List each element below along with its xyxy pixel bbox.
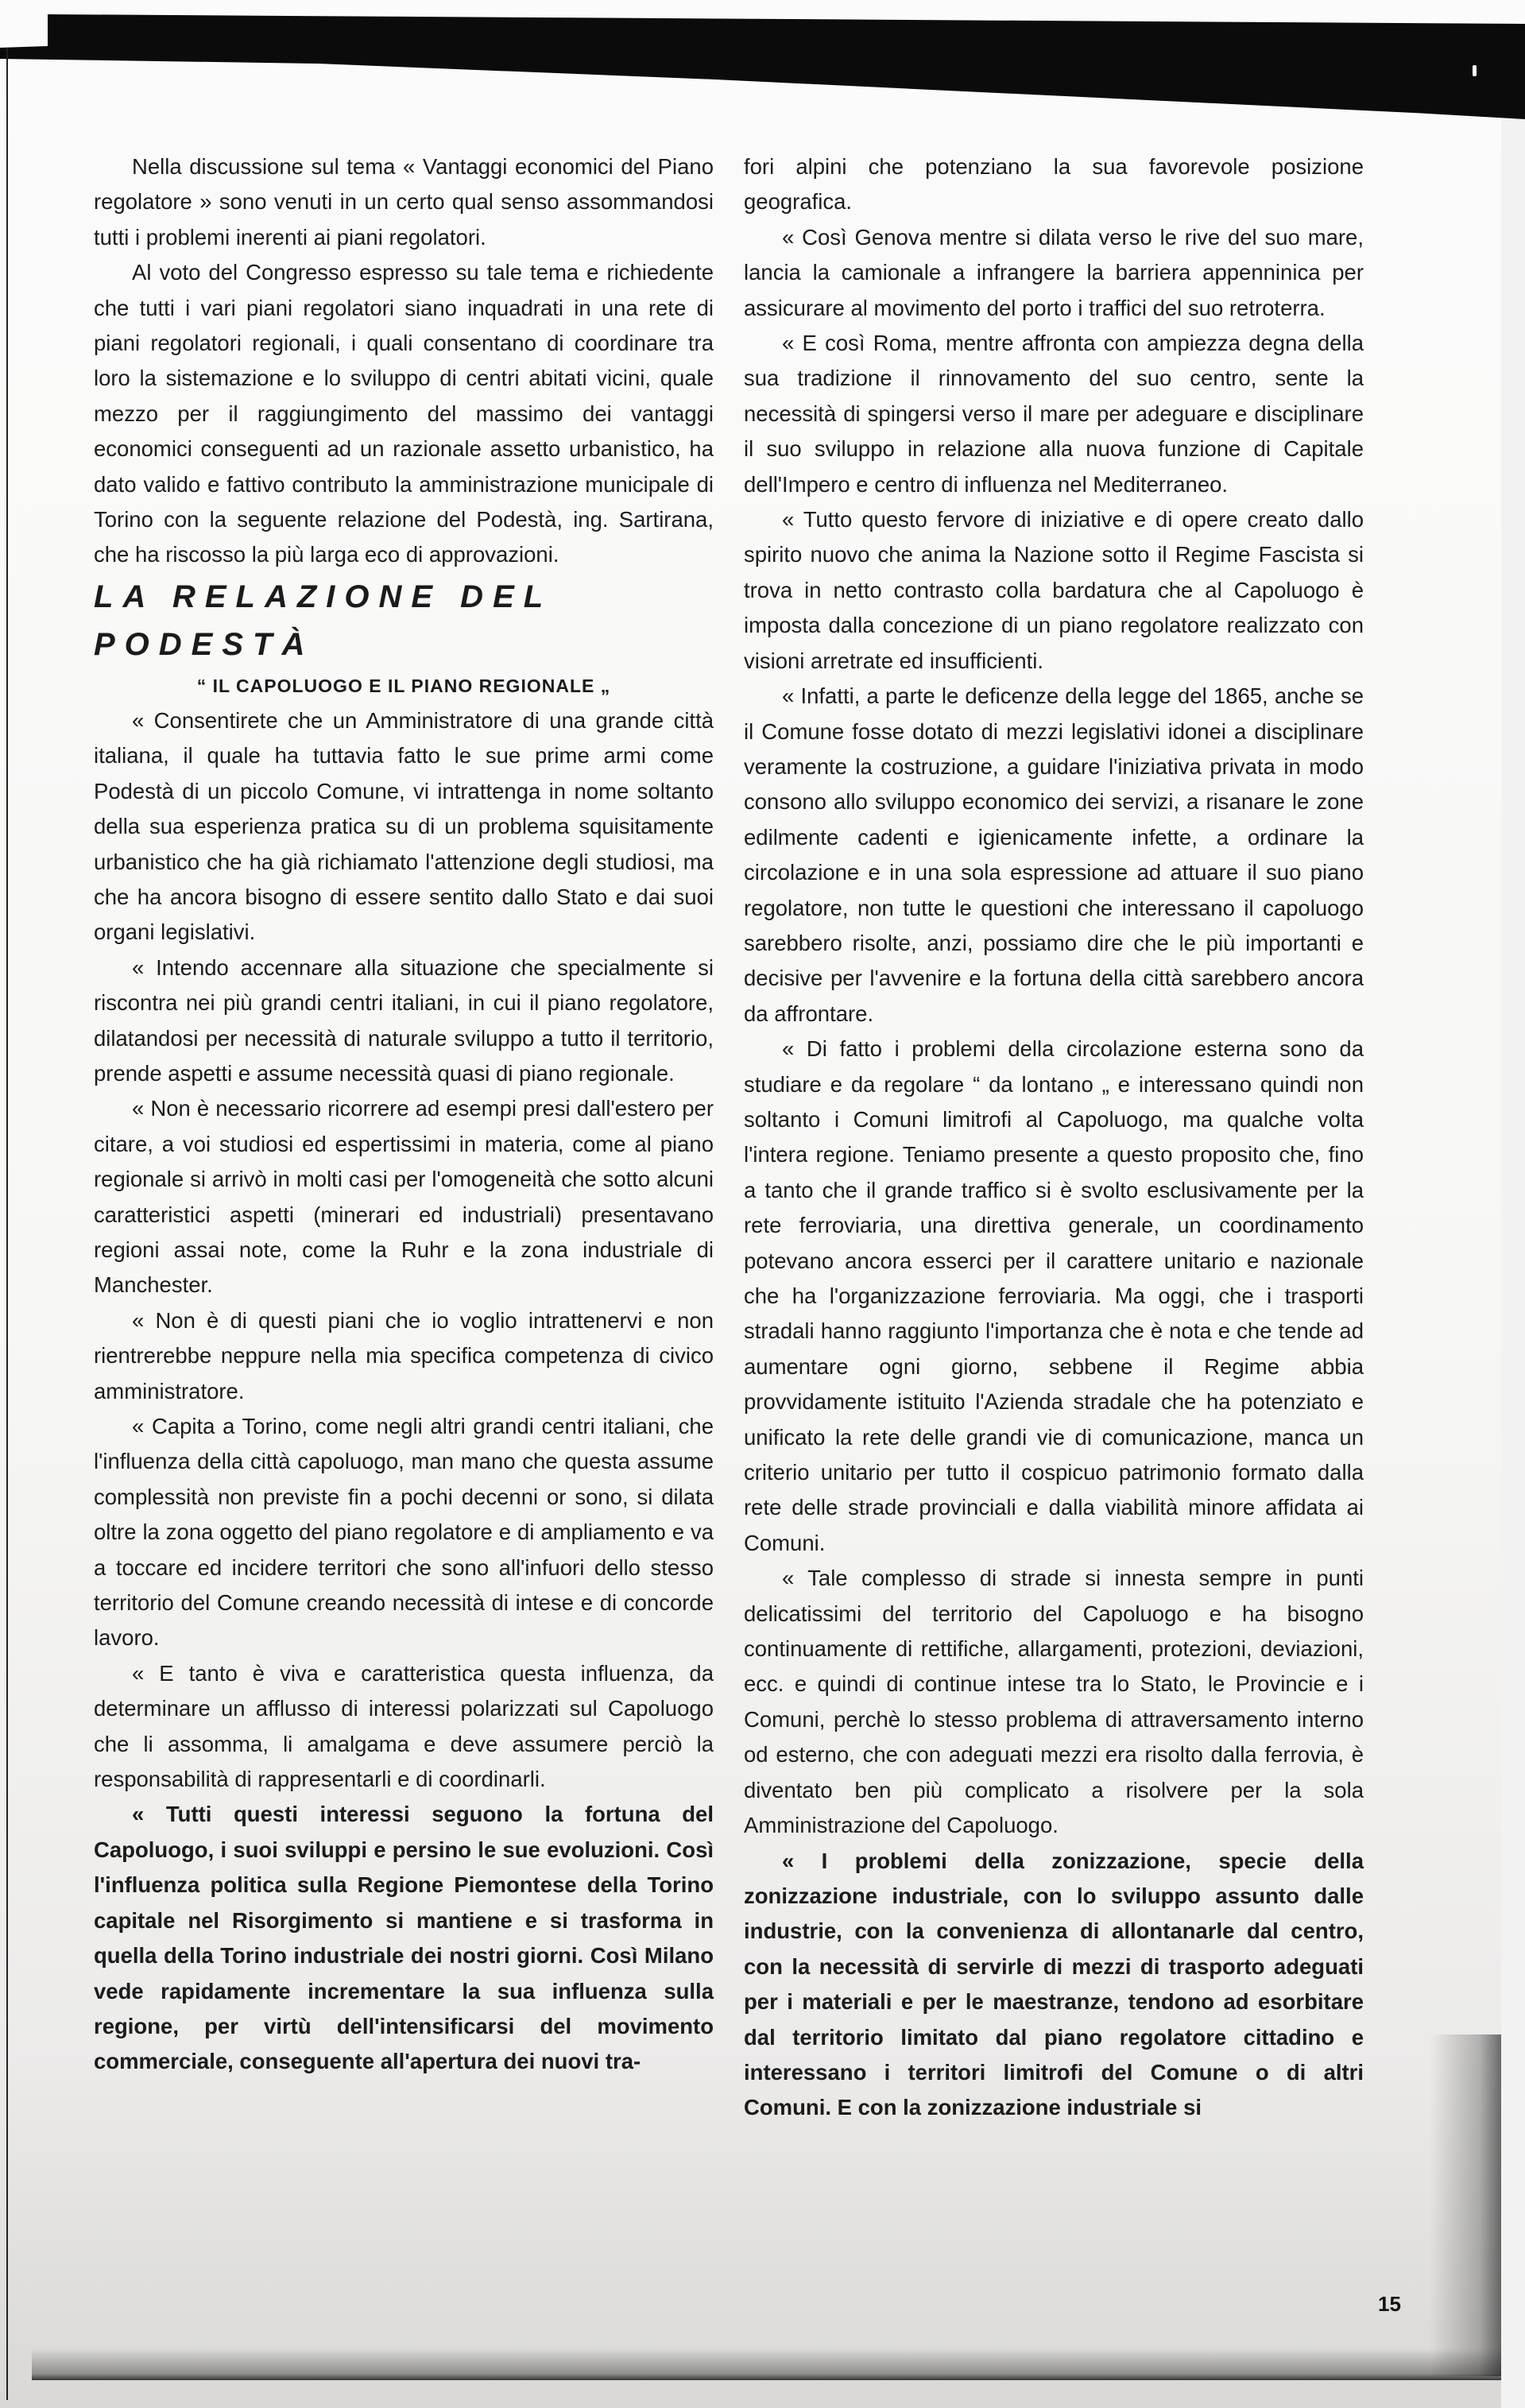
body-paragraph: « Infatti, a parte le deficenze della legge del 1865, anche se il Comune fosse dotato di mezzi legislativi idonei a disciplinare veramente la costruzione, a guidare l'iniziativa privata in modo consono allo sviluppo economico dei servizi, a risanare le zone edilmente cadenti e igienicamente infette, a ordinare la circolazione e in una sola espressione ad attuare il suo piano regolatore, non tutte le questioni che interessano il capoluogo sarebbero risolte, anzi, possiamo dire che le più importanti e decisive per l'avvenire e la fortuna della città sarebbero ancora da affrontare.: [744, 683, 1364, 1026]
body-paragraph: « Intendo accennare alla situazione che specialmente si riscontra nei più grandi centri italiani, in cui il piano regolatore, dilatandosi per necessità di naturale sviluppo a tutto il territorio, prende aspetti e assume necessità quasi di piano regionale.: [94, 954, 714, 1086]
scan-shadow-right: [1430, 2034, 1501, 2376]
top-black-band: [0, 0, 1525, 119]
intro-paragraph: Nella discussione sul tema « Vantaggi economici del Piano regolatore » sono venuti in un certo qual senso assommandosi tutti i problemi inerenti ai piani regolatori.: [94, 154, 714, 250]
body-paragraph: « Di fatto i problemi della circolazione esterna sono da studiare e da regolare “ da lontano „ e interessano quindi non soltanto i Comuni limitrofi al Capoluogo, ma qualche volta l'intera regione. Teniamo presente a questo proposito che, fino a tanto che il grande traffico si è svolto esclusivamente per la rete ferroviaria, una direttiva generale, un coordinamento potevano ancora esserci per il carattere unitario e nazionale che ha l'organizzazione ferroviaria. Ma oggi, che i trasporti stradali hanno raggiunto l'importanza che è nota e che tende ad aumentare ogni giorno, sebbene il Regime abbia provvidamente istituito l'Azienda stradale che ha potenziato e unificato la rete delle grandi vie di comunicazione, manca un criterio unitario per tutto il cospicuo patrimonio formato dalla rete delle strade provinciali e dalla viabilità minore affidata ai Comuni.: [744, 1036, 1364, 1555]
body-paragraph: « Tale complesso di strade si innesta sempre in punti delicatissimi del territorio del Capoluogo e ha bisogno continuamente di rettifiche, allargamenti, protezioni, deviazioni, ecc. e quindi di continue intese tra lo Stato, le Provincie e i Comuni, perchè lo stesso problema di attraversamento interno od esterno, che con adeguati mezzi era risolto dalla ferrovia, è diventato ben più complicato a risolvere per la sola Amministrazione del Capoluogo.: [744, 1566, 1364, 1838]
body-paragraph: « Non è di questi piani che io voglio intrattenervi e non rientrerebbe neppure nella mia specifica competenza di civico amministratore.: [94, 1307, 714, 1403]
scan-shadow-bottom: [32, 2348, 1501, 2380]
section-title: LA RELAZIONE DEL PODESTÀ: [94, 579, 552, 662]
page-mark: [1473, 65, 1477, 76]
body-paragraph: « E così Roma, mentre affronta con ampiezza degna della sua tradizione il rinnovamento del suo centro, sente la necessità di spingersi verso il mare per adeguare e disciplinare il suo sviluppo in relazione alla nuova funzione di Capitale dell'Impero e centro di influenza nel Mediterraneo.: [744, 331, 1364, 497]
body-paragraph: « E tanto è viva e caratteristica questa influenza, da determinare un afflusso di interessi polarizzati sul Capoluogo che li assomma, li amalgama e deve assumere perciò la responsabilità di rappresentarli e di coordinarli.: [94, 1660, 714, 1792]
page-number: 15: [1378, 2292, 1401, 2316]
intro-paragraph: Al voto del Congresso espresso su tale tema e richiedente che tutti i vari piani regolatori siano inquadrati in una rete di piani regolatori regionali, i quali consentano di coordinare tra loro la sistemazione e lo sviluppo di centri abitati vicini, quale mezzo per il raggiungimento del massimo dei vantaggi economici conseguenti ad un razionale assetto urbanistico, ha dato valido e fattivo contributo la amministrazione municipale di Torino con la seguente relazione del Podestà, ing. Sartirana, che ha riscosso la più larga eco di approvazioni.: [94, 260, 714, 567]
body-paragraph: « Capita a Torino, come negli altri grandi centri italiani, che l'influenza della città capoluogo, man mano che questa assume complessità non previste fin a pochi decenni or sono, si dilata oltre la zona oggetto del piano regolatore e di ampliamento e va a toccare ed incidere territori che sono all'infuori dello stesso territorio del Comune creando necessità di intese e di concorde lavoro.: [94, 1414, 714, 1651]
body-paragraph: « Non è necessario ricorrere ad esempi presi dall'estero per citare, a voi studiosi ed espertissimi in materia, come al piano regionale si arrivò in molti casi per l'omogeneità che sotto alcuni caratteristici aspetti (minerari ed industriali) presentavano regioni assai note, come la Ruhr e la zona industriale di Manchester.: [94, 1096, 714, 1298]
binding-edge-line: [6, 48, 8, 2400]
left-column: [94, 149, 714, 2080]
right-column: [744, 149, 1364, 2126]
body-paragraph: fori alpini che potenziano la sua favorevole posizione geografica.: [744, 154, 1364, 215]
section-subtitle: “ IL CAPOLUOGO E IL PIANO REGIONALE „: [196, 675, 611, 696]
body-paragraph: « I problemi della zonizzazione, specie della zonizzazione industriale, con lo sviluppo assunto dalle industrie, con la convenienza di allontanarle dal centro, con la necessità di servirle di mezzi di trasporto adeguati per i materiali e per le maestranze, tendono ad esorbitare dal territorio limitato dal piano regolatore cittadino e interessano i territori limitrofi del Comune o di altri Comuni. E con la zonizzazione industriale si: [744, 1848, 1364, 2120]
body-paragraph: « Consentirete che un Amministratore di una grande città italiana, il quale ha tuttavia fatto le sue prime armi come Podestà di un piccolo Comune, vi intrattenga in nome soltanto della sua esperienza pratica su di un problema squisitamente urbanistico che ha già richiamato l'attenzione degli studiosi, ma che ha ancora bisogno di essere sentito dallo Stato e dai suoi organi legislativi.: [94, 707, 714, 945]
body-paragraph: « Così Genova mentre si dilata verso le rive del suo mare, lancia la camionale a infrangere la barriera appenninica per assicurare al movimento del porto i traffici del suo retroterra.: [744, 224, 1364, 320]
body-paragraph: « Tutti questi interessi seguono la fortuna del Capoluogo, i suoi sviluppi e persino le sue evoluzioni. Così l'influenza politica sulla Regione Piemontese della Torino capitale nel Risorgimento si mantiene e si trasforma in quella della Torino industriale dei nostri giorni. Così Milano vede rapidamente incrementare la sua influenza sulla regione, per virtù dell'intensificarsi del movimento commerciale, conseguente all'apertura dei nuovi tra-: [94, 1802, 714, 2074]
page-edge: [1501, 119, 1525, 2408]
body-paragraph: « Tutto questo fervore di iniziative e di opere creato dallo spirito nuovo che anima la Nazione sotto il Regime Fascista si trova in netto contrasto colla bardatura che al Capoluogo è imposta dalla concezione di un piano regolatore realizzato con visioni arretrate ed insufficienti.: [744, 507, 1364, 673]
